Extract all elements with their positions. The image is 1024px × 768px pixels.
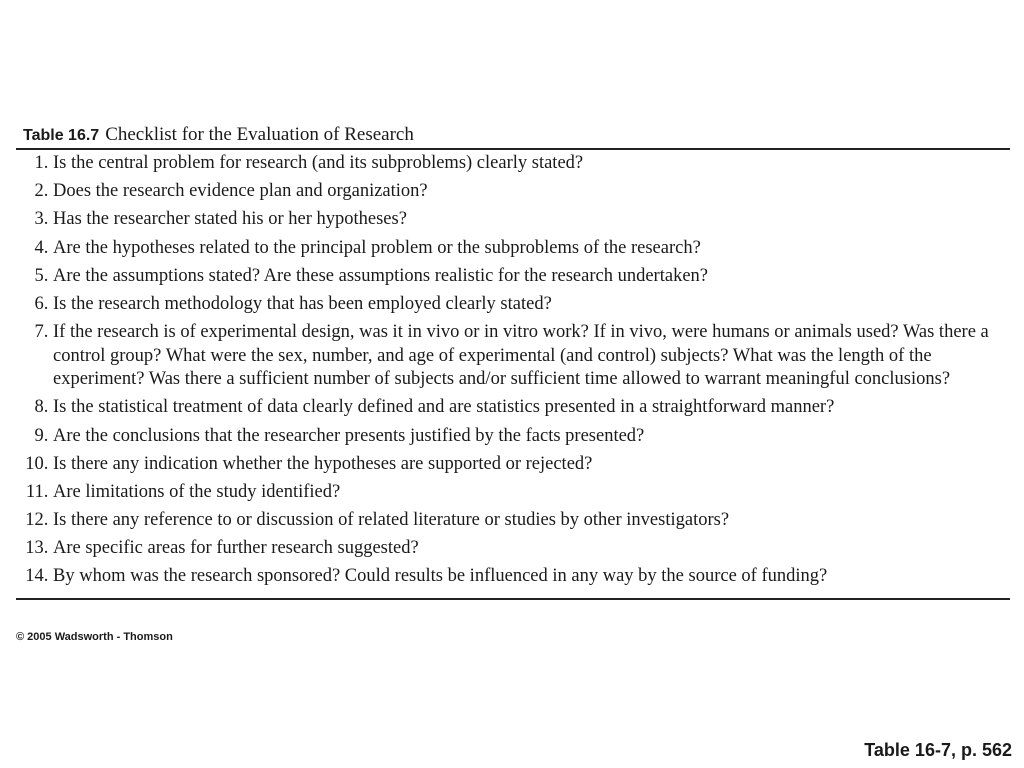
item-text: Is the statistical treatment of data clearly defined and are statistics presented in a straightforward manner? [53,397,835,418]
checklist-item [16,537,1010,561]
table-reference: Table 16-7, p. 562 [864,740,1012,760]
item-text: Is the central problem for research (and its subproblems) clearly stated? [53,153,584,173]
table-title: Checklist for the Evaluation of Research [105,124,414,145]
checklist-item [16,425,1010,449]
item-number: 14. [25,566,53,587]
item-number: 7. [34,322,53,343]
table-label: Table 16.7 [23,127,100,144]
item-text: Is the research methodology that has been employed clearly stated? [53,293,552,314]
item-number: 12. [25,510,53,531]
item-number: 6. [34,293,53,314]
checklist-table [16,124,1010,600]
item-number: 9. [34,425,53,446]
checklist-item [16,237,1010,261]
item-text: Has the researcher stated his or her hypotheses? [53,209,407,230]
item-number: 11. [25,481,53,502]
item-text: Are the assumptions stated? Are these assumptions realistic for the research undertaken? [53,265,708,286]
item-number: 3. [34,209,53,230]
item-number: 2. [34,181,53,202]
checklist-item [16,265,1010,289]
item-number: 5. [34,265,53,286]
bottom-rule [16,598,1010,600]
item-text: Are limitations of the study identified? [53,481,341,502]
checklist-item [16,180,1010,204]
item-number: 10. [25,453,53,474]
item-text: By whom was the research sponsored? Could results be influenced in any way by the source of funding? [53,566,828,587]
checklist-item [16,208,1010,232]
item-number: 1. [34,153,53,173]
item-text: Are the conclusions that the researcher presents justified by the facts presented? [53,425,645,446]
table-caption [16,124,1010,148]
checklist-item [16,321,1010,392]
item-number: 8. [34,397,53,418]
checklist-item [16,396,1010,420]
item-number: 4. [34,237,53,258]
checklist-item [16,509,1010,533]
item-number: 13. [25,538,53,559]
item-text: If the research is of experimental design, was it in vivo or in vitro work? If in vivo, were humans or animals used? Was there a control group? What were the sex, number, and age of experimental (and control) subjects? What was the length of the experiment? Was there a sufficient number of subjects and/or sufficient time allowed to warrant meaningful conclusions? [53,322,989,390]
item-text: Is there any indication whether the hypotheses are supported or rejected? [53,453,593,474]
checklist-items [16,150,1010,598]
item-text: Does the research evidence plan and organization? [53,181,428,202]
item-text: Are specific areas for further research suggested? [53,538,419,559]
checklist-item [16,453,1010,477]
copyright-notice: © 2005 Wadsworth - Thomson [16,631,173,643]
checklist-item [16,152,1010,176]
item-text: Are the hypotheses related to the principal problem or the subproblems of the research? [53,237,701,258]
item-text: Is there any reference to or discussion of related literature or studies by other investigators? [53,510,730,531]
checklist-item [16,293,1010,317]
checklist-item [16,481,1010,505]
checklist-item [16,565,1010,589]
